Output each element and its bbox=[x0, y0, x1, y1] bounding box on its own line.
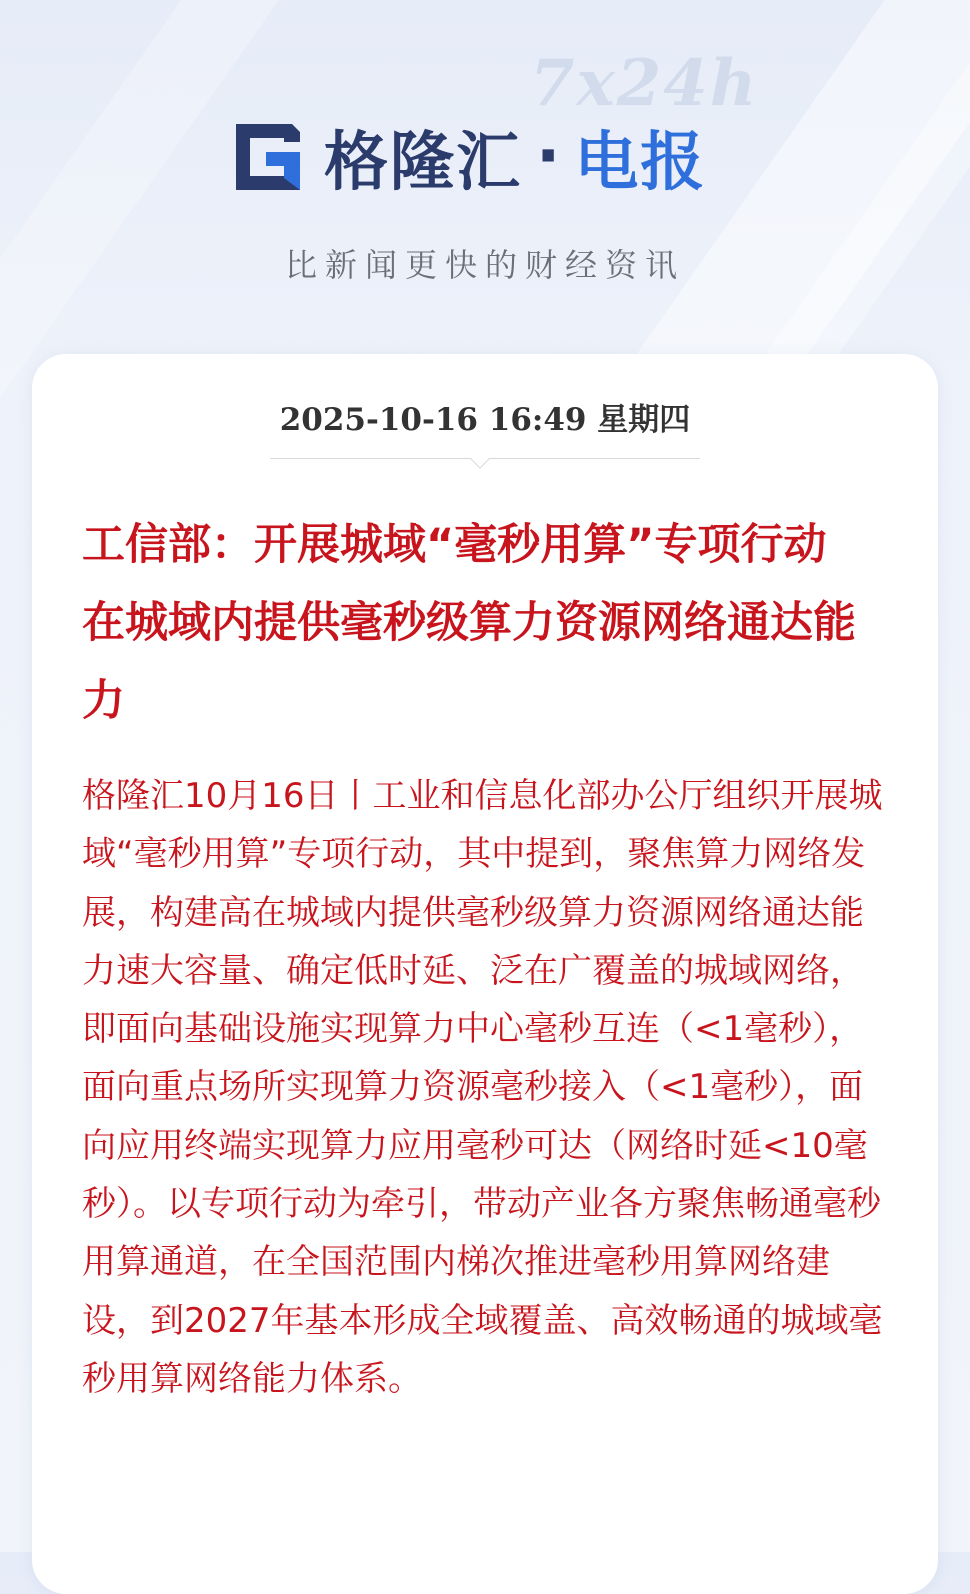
brand-separator: · bbox=[536, 120, 561, 194]
gelonghui-logo-icon bbox=[230, 120, 304, 194]
brand-header bbox=[230, 112, 706, 202]
article-headline: 工信部：开展城域“毫秒用算”专项行动 在城域内提供毫秒级算力资源网络通达能力 bbox=[82, 520, 856, 726]
divider-notch-icon bbox=[470, 458, 490, 472]
brand-product: 电报 bbox=[574, 126, 707, 200]
article-body: 格隆汇10月16日丨工业和信息化部办公厅组织开展城域“毫秒用算”专项行动，其中提到，聚焦算力网络发展，构建高在城域内提供毫秒级算力资源网络通达能力速大容量、确定低时延、泛在广覆盖的城域网络，即面向基础设施实现算力中心毫秒互连（<1毫秒），面向重点场所实现算力资源毫秒接入（<1毫秒），面向应用终端实现算力应用毫秒可达（网络时延<10毫秒）。以专项行动为牵引，带动产业各方聚焦畅通毫秒用算通道，在全国范围内梯次推进毫秒用算网络建设，到2027年基本形成全域覆盖、高效畅通的城域毫秒用算网络能力体系。 bbox=[82, 776, 883, 1399]
publish-datetime: 2025-10-16 16:49 星期四 bbox=[279, 402, 691, 438]
watermark-7x24h: 7x24h bbox=[530, 46, 759, 121]
brand-name: 格隆汇 bbox=[324, 126, 522, 200]
tagline: 比新闻更快的财经资讯 bbox=[284, 246, 685, 284]
